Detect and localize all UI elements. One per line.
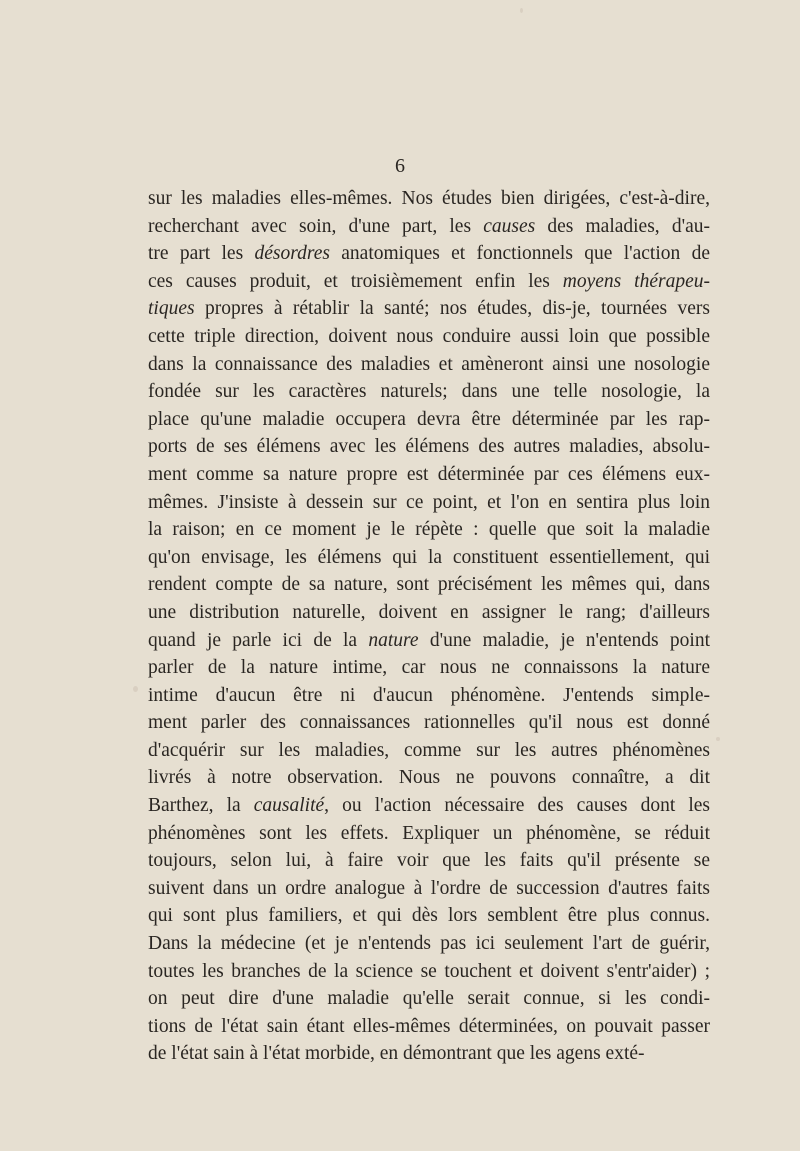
page-number: 6 — [395, 155, 405, 177]
text-line — [148, 489, 710, 517]
text-line — [148, 295, 710, 323]
text-line — [148, 764, 710, 792]
italic-text: nature — [368, 629, 419, 651]
text-line — [148, 654, 710, 682]
text-segment: qu'on envisage, les élémens qui la constituent essentiellement, qui — [148, 546, 710, 568]
text-segment: recherchant avec soin, d'une part, les — [148, 215, 484, 237]
text-segment: tions de l'état sain étant elles-mêmes déterminées, on pouvait passer — [148, 1015, 710, 1037]
text-segment: qui sont plus familiers, et qui dès lors semblent être plus connus. — [148, 905, 710, 927]
text-line — [148, 433, 710, 461]
text-line — [148, 213, 710, 241]
text-line — [148, 902, 710, 930]
text-segment: ment comme sa nature propre est déterminée par ces élémens eux- — [148, 463, 710, 485]
text-segment: d'une maladie, je n'entends point — [418, 629, 710, 651]
body-text — [148, 185, 710, 1068]
text-segment: place qu'une maladie occupera devra être déterminée par les rap- — [148, 408, 710, 430]
text-segment: livrés à notre observation. Nous ne pouvons connaître, a dit — [148, 767, 710, 789]
text-line — [148, 185, 710, 213]
text-line — [148, 820, 710, 848]
text-segment: mêmes. J'insiste à dessein sur ce point, et l'on en sentira plus loin — [148, 491, 710, 513]
text-segment: propres à rétablir la santé; nos études, dis-je, tournées vers — [194, 298, 710, 320]
italic-text: moyens thérapeu- — [562, 270, 710, 292]
text-segment: on peut dire d'une maladie qu'elle serait connue, si les condi- — [148, 988, 710, 1010]
text-line — [148, 1013, 710, 1041]
text-line — [148, 240, 710, 268]
text-line — [148, 847, 710, 875]
text-line — [148, 323, 710, 351]
text-segment: parler de la nature intime, car nous ne connaissons la nature — [148, 657, 710, 679]
text-segment: suivent dans un ordre analogue à l'ordre de succession d'autres faits — [148, 877, 710, 899]
text-segment: anatomiques et fonctionnels que l'action de — [329, 243, 710, 265]
text-line — [148, 516, 710, 544]
text-segment: rendent compte de sa nature, sont précisément les mêmes qui, dans — [148, 574, 710, 596]
text-segment: Barthez, la — [148, 795, 254, 817]
text-line — [148, 627, 710, 655]
text-segment: de l'état sain à l'état morbide, en démontrant que les agens exté- — [148, 1043, 645, 1065]
text-segment: fondée sur les caractères naturels; dans une telle nosologie, la — [148, 381, 710, 403]
text-line — [148, 268, 710, 296]
text-segment: d'acquérir sur les maladies, comme sur les autres phénomènes — [148, 739, 710, 761]
paper-stain — [520, 8, 523, 13]
text-segment: cette triple direction, doivent nous conduire aussi loin que possible — [148, 325, 710, 347]
text-segment: , ou l'action nécessaire des causes dont les — [324, 795, 710, 817]
text-segment: une distribution naturelle, doivent en assigner le rang; d'ailleurs — [148, 601, 710, 623]
italic-text: causes — [483, 215, 536, 237]
text-segment: phénomènes sont les effets. Expliquer un phénomène, se réduit — [148, 822, 710, 844]
text-line — [148, 709, 710, 737]
text-segment: quand je parle ici de la — [148, 629, 369, 651]
text-line — [148, 571, 710, 599]
text-segment: dans la connaissance des maladies et amèneront ainsi une nosologie — [148, 353, 710, 375]
text-segment: Dans la médecine (et je n'entends pas ici seulement l'art de guérir, — [148, 933, 710, 955]
italic-text: causalité — [253, 795, 325, 817]
text-line — [148, 985, 710, 1013]
italic-text: tiques — [148, 298, 195, 320]
text-segment: sur les maladies elles-mêmes. Nos études bien dirigées, c'est-à-dire, — [148, 188, 710, 209]
text-segment: ports de ses élémens avec les élémens des autres maladies, absolu- — [148, 436, 710, 458]
text-line — [148, 930, 710, 958]
text-segment: des maladies, d'au- — [535, 215, 710, 237]
text-segment: toujours, selon lui, à faire voir que les faits qu'il présente se — [148, 850, 710, 872]
paper-stain — [716, 737, 720, 741]
text-line — [148, 461, 710, 489]
text-line — [148, 875, 710, 903]
text-line — [148, 351, 710, 379]
text-segment: ment parler des connaissances rationnelles qu'il nous est donné — [148, 712, 710, 734]
text-line — [148, 792, 710, 820]
paper-stain — [133, 686, 138, 692]
text-line — [148, 682, 710, 710]
italic-text: désordres — [254, 243, 330, 265]
text-line — [148, 406, 710, 434]
text-segment: ces causes produit, et troisièmement enfin les — [148, 270, 563, 292]
text-line — [148, 1040, 710, 1068]
text-line — [148, 544, 710, 572]
text-segment: tre part les — [148, 243, 255, 265]
text-line — [148, 599, 710, 627]
text-segment: la raison; en ce moment je le répète : quelle que soit la maladie — [148, 519, 710, 541]
text-line — [148, 958, 710, 986]
text-segment: toutes les branches de la science se touchent et doivent s'entr'aider) ; — [148, 960, 710, 982]
text-line — [148, 737, 710, 765]
text-segment: intime d'aucun être ni d'aucun phénomène. J'entends simple- — [148, 684, 710, 706]
text-line — [148, 378, 710, 406]
